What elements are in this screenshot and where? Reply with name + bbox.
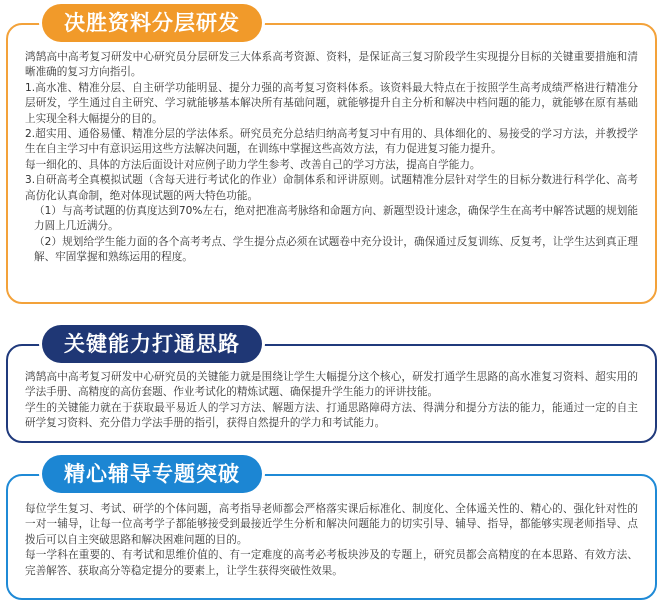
paragraph: 每一学科在重要的、有考试和思维价值的、有一定难度的高考必考板块涉及的专题上，研究员都会高精度的在本思路、有效方法、完善解答、获取高分等稳定提分的要素上，让学生获得突破性效果。 [25,549,638,577]
section-tutoring [6,455,657,600]
section-resource-development [6,4,657,304]
paragraph: 每一细化的、具体的方法后面设计对应例子助力学生参考、改善自己的学习方法，提高自学能力。 [25,158,481,171]
paragraph: （1）与高考试题的仿真度达到70%左右，绝对把准高考脉络和命题方向、新题型设计速念，确保学生在高考中解答试题的规划能力圆上几近满分。 [34,205,638,233]
paragraph: 1.高水准、精准分层、自主研学功能明显、提分力强的高考复习资料体系。该资料最大特点在于按照学生高考成绩严格进行精准分层研发，学生通过自主研究、学习就能够基本解决所有基础问题，就能够提升自主分析和解决中档问题的能力，就能够在原有基础上实现全科大幅提分的目的。 [25,81,638,125]
section-key-abilities [6,325,657,443]
section-title: 关键能力打通思路 [42,325,262,363]
section-title: 精心辅导专题突破 [42,455,262,493]
section-box [6,23,657,304]
paragraph: 2.超实用、通俗易懂、精准分层的学法体系。研究员充分总结归纳高考复习中有用的、具体细化的、易接受的学习方法，并教授学生在自主学习中有意识运用这些方法解决问题，在训练中掌握这些高效方法，有力促进复习能力提升。 [25,128,638,156]
paragraph: 3.自研高考全真模拟试题（含每天进行考试化的作业）命制体系和评讲原则。试题精准分层针对学生的目标分数进行科学化、高考高仿化认真命制，绝对体现试题的两大特色功能。 [25,174,638,202]
paragraph: 每位学生复习、考试、研学的个体问题，高考指导老师都会严格落实课后标准化、制度化、全体遥关性的、精心的、强化针对性的一对一辅导，让每一位高考学子都能够接受到最接近学生分析和解决问题能力的切实引导、辅导、指导，都能够实现老师指导、点拨后可以自主突破思路和解决困难问题的目的。 [25,503,638,546]
paragraph: （2）规划给学生能力面的各个高考考点、学生提分点必须在试题卷中充分设计，确保通过反复训练、反复考，让学生达到真正理解、牢固掌握和熟练运用的程度。 [34,235,638,264]
paragraph: 鸿鹄高中高考复习研发中心研究员的关键能力就是围绕让学生大幅提分这个核心，研发打通学生思路的高水准复习资料、超实用的学法手册、高精度的高仿套题、作业考试化的精炼试题、确保提升学生能力的评讲技能。 [25,371,638,399]
section-title: 决胜资料分层研发 [42,4,262,42]
paragraph: 鸿鹄高中高考复习研发中心研究员分层研发三大体系高考资源、资料，是保证高三复习阶段学生实现提分目标的关键重要措施和清晰准确的复习方向指引。 [25,51,638,79]
paragraph: 学生的关键能力就在于获取最平易近人的学习方法、解题方法、打通思路障碍方法、得满分和提分方法的能力，能通过一定的自主研学复习资料、充分借力学法手册的指引，获得自然提升的学力和考试能力。 [25,401,638,430]
